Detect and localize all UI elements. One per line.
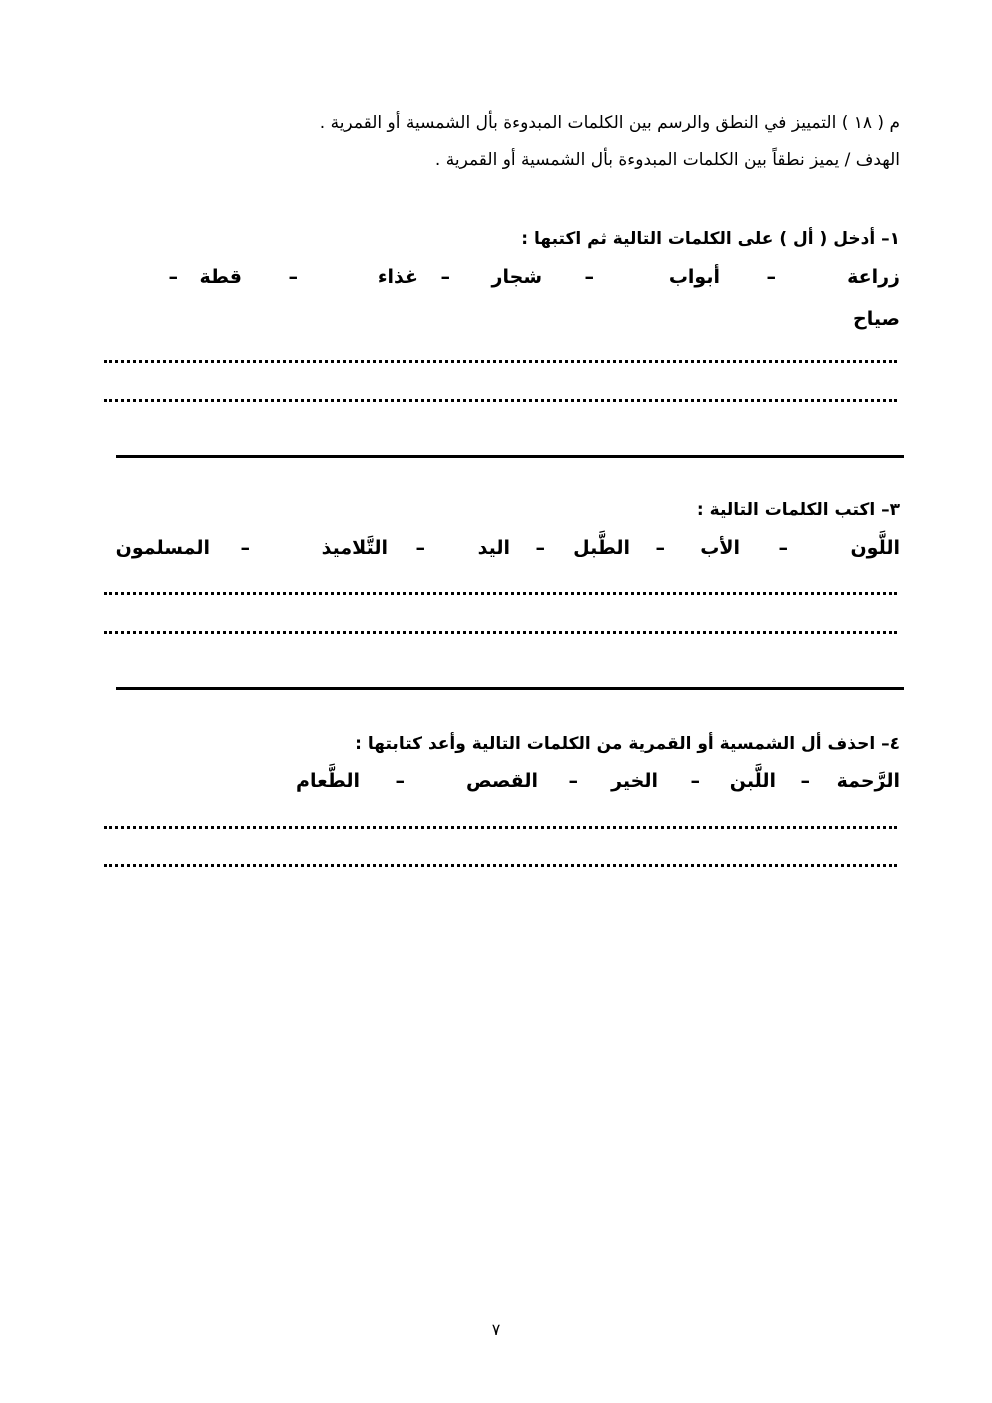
separator: – [535, 537, 545, 559]
separator: – [440, 266, 450, 288]
answer-line[interactable] [104, 360, 897, 363]
word: اللَّون [850, 537, 900, 559]
answer-line[interactable] [104, 592, 897, 595]
question-1-words [105, 266, 900, 296]
separator: – [168, 266, 178, 288]
word: الأب [700, 537, 740, 559]
word: أبواب [668, 266, 720, 288]
separator: – [690, 770, 700, 792]
word: القصص [466, 770, 538, 792]
word: الرَّحمة [836, 770, 900, 792]
separator: – [288, 266, 298, 288]
question-4-title: ٤– احذف أل الشمسية أو القمرية من الكلمات التالية وأعد كتابتها : [355, 734, 900, 754]
question-1-words-line-2 [105, 308, 900, 338]
separator: – [655, 537, 665, 559]
answer-line[interactable] [104, 826, 897, 829]
word: اللَّبن [729, 770, 776, 792]
page-number: ٧ [491, 1320, 501, 1339]
word: الطَّبل [573, 537, 630, 559]
question-3-title: ٣– اكتب الكلمات التالية : [696, 500, 900, 520]
section-divider [116, 455, 904, 458]
separator: – [240, 537, 250, 559]
separator: – [415, 537, 425, 559]
word: صياح [853, 308, 900, 330]
question-1-title: ١– أدخل ( أل ) على الكلمات التالية ثم اكتبها : [521, 229, 900, 249]
question-3-words [105, 537, 900, 567]
word: التَّلاميذ [321, 537, 388, 559]
separator: – [568, 770, 578, 792]
answer-line[interactable] [104, 631, 897, 634]
answer-line[interactable] [104, 864, 897, 867]
word: قطة [199, 266, 242, 288]
answer-line[interactable] [104, 399, 897, 402]
lesson-title: م ( ١٨ ) التمييز في النطق والرسم بين الكلمات المبدوءة بأل الشمسية أو القمرية . [319, 113, 900, 133]
separator: – [766, 266, 776, 288]
word: غذاء [377, 266, 418, 288]
separator: – [584, 266, 594, 288]
section-divider [116, 687, 904, 690]
separator: – [800, 770, 810, 792]
word: الطَّعام [296, 770, 360, 792]
separator: – [778, 537, 788, 559]
separator: – [395, 770, 405, 792]
word: المسلمون [115, 537, 210, 559]
word: شجار [491, 266, 542, 288]
question-4-words [105, 770, 900, 800]
lesson-goal: الهدف / يميز نطقاً بين الكلمات المبدوءة بأل الشمسية أو القمرية . [434, 150, 900, 170]
word: الخير [611, 770, 658, 792]
word: اليد [477, 537, 510, 559]
word: زراعة [847, 266, 900, 288]
